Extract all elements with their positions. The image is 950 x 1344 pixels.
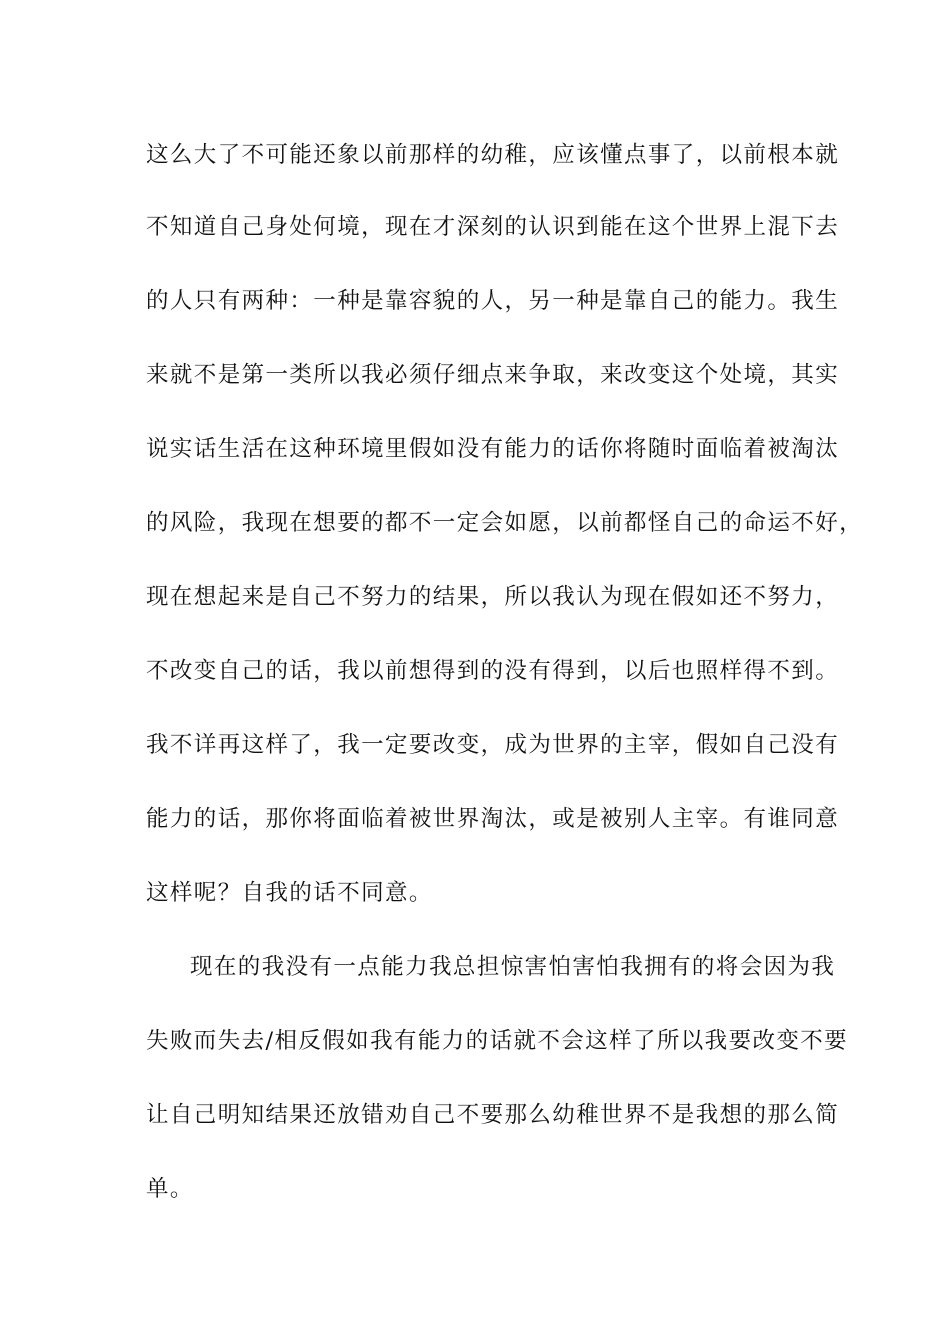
text-line: 不改变自己的话，我以前想得到的没有得到，以后也照样得不到。 [146,658,840,684]
text-line: 现在的我没有一点能力我总担惊害怕害怕我拥有的将会因为我 [190,954,836,980]
text-line: 失败而失去/相反假如我有能力的话就不会这样了所以我要改变不要 [146,1028,849,1054]
text-line: 现在想起来是自己不努力的结果，所以我认为现在假如还不努力， [146,584,840,610]
text-line: 来就不是第一类所以我必须仔细点来争取，来改变这个处境，其实 [146,362,840,388]
text-line: 说实话生活在这种环境里假如没有能力的话你将随时面临着被淘汰 [146,436,840,462]
text-line: 的风险，我现在想要的都不一定会如愿，以前都怪自己的命运不好， [146,510,864,536]
text-line: 这么大了不可能还象以前那样的幼稚，应该懂点事了，以前根本就 [146,142,840,168]
text-line: 我不详再这样了，我一定要改变，成为世界的主宰，假如自己没有 [146,732,840,758]
text-line: 让自己明知结果还放错劝自己不要那么幼稚世界不是我想的那么简 [146,1102,840,1128]
text-line: 的人只有两种：一种是靠容貌的人，另一种是靠自己的能力。我生 [146,288,840,314]
text-line: 这样呢？自我的话不同意。 [146,880,433,906]
text-line: 能力的话，那你将面临着被世界淘汰，或是被别人主宰。有谁同意 [146,806,840,832]
text-line: 单。 [146,1176,194,1202]
text-line: 不知道自己身处何境，现在才深刻的认识到能在这个世界上混下去 [146,214,840,240]
